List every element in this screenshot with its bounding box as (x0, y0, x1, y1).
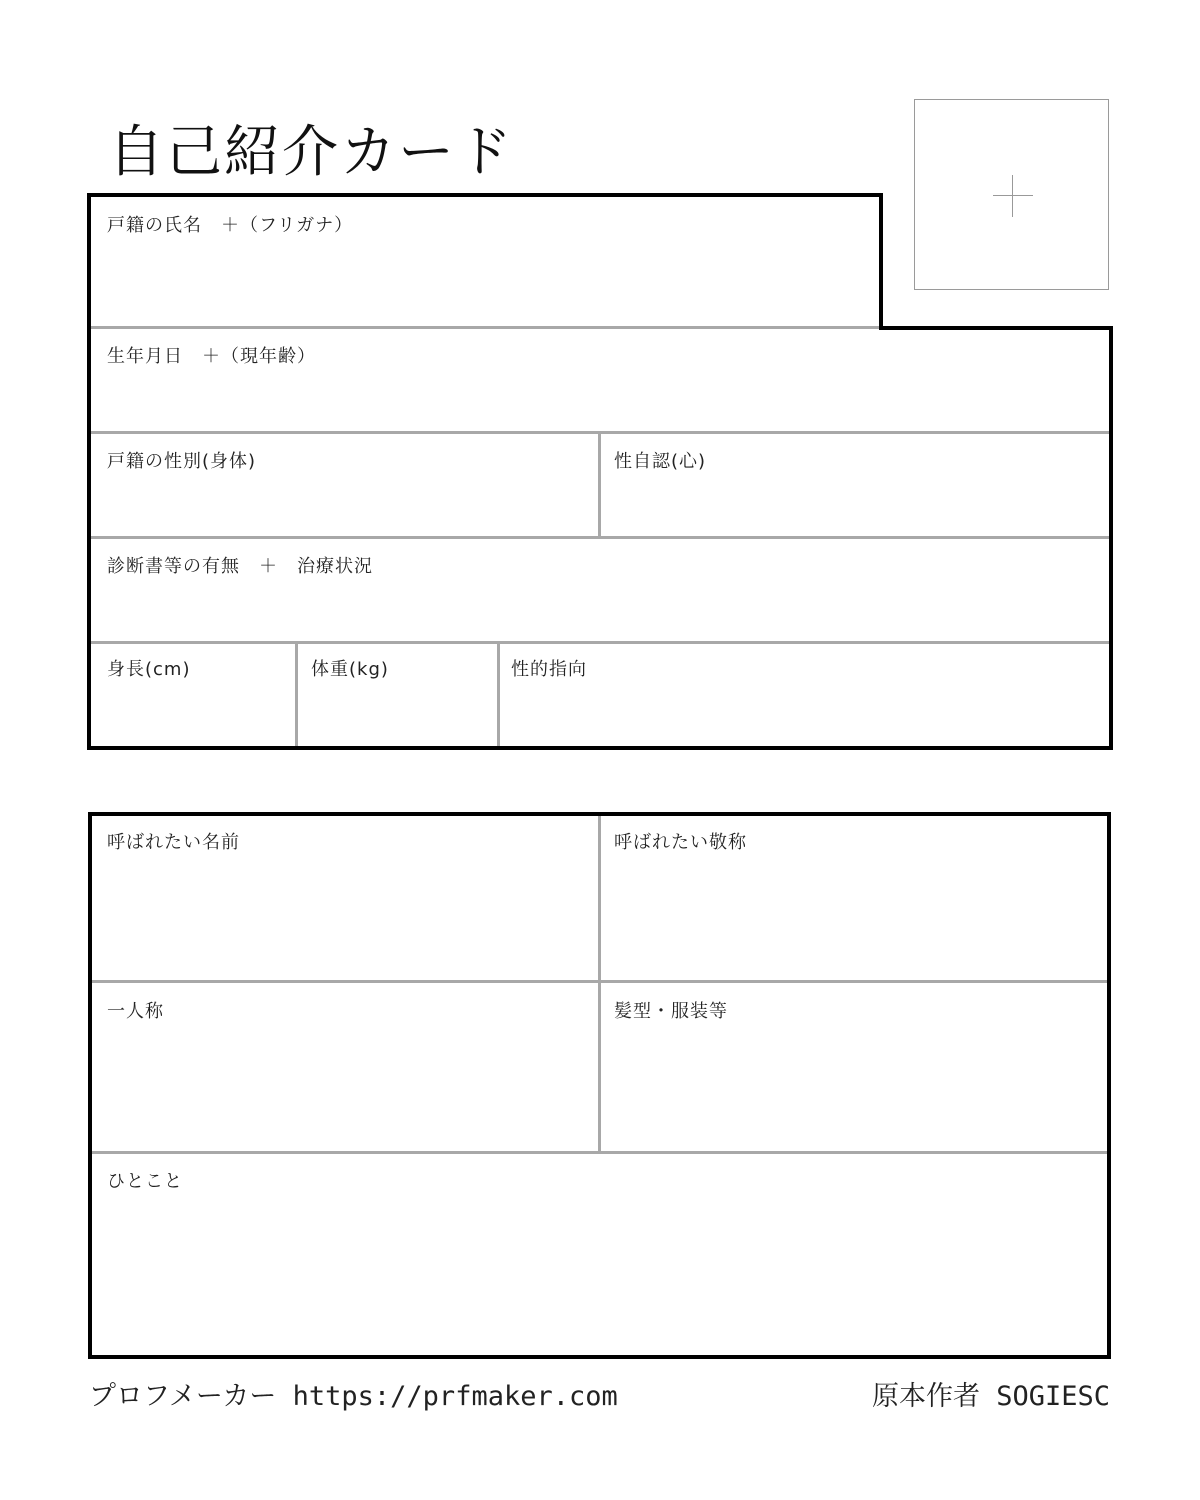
weight-label: 体重(kg) (311, 659, 389, 680)
sex-label: 戸籍の性別(身体) (107, 451, 257, 472)
author-credit: 原本作者 SOGIESC (871, 1381, 1110, 1412)
name-label: 戸籍の氏名 ＋（フリガナ） (107, 215, 354, 236)
border (879, 326, 1113, 330)
border (87, 193, 91, 750)
border (879, 193, 883, 330)
border (87, 193, 883, 197)
preferred-name-label: 呼ばれたい名前 (107, 832, 240, 853)
first-person-field[interactable] (92, 984, 598, 1152)
border (88, 812, 1111, 816)
divider (598, 433, 601, 538)
comment-field[interactable] (92, 1155, 1107, 1355)
divider (295, 643, 298, 746)
page-title: 自己紹介カード (108, 120, 514, 185)
border (1107, 812, 1111, 1359)
hair-clothes-label: 髪型・服装等 (614, 1001, 728, 1022)
preferred-honorific-label: 呼ばれたい敬称 (614, 832, 747, 853)
border (87, 746, 1113, 750)
height-label: 身長(cm) (107, 659, 191, 680)
diagnosis-label: 診断書等の有無 ＋ 治療状況 (107, 556, 373, 577)
divider (91, 641, 1110, 644)
border (1109, 326, 1113, 750)
photo-upload-box[interactable] (914, 99, 1109, 290)
orientation-field[interactable] (501, 645, 1109, 746)
divider (598, 816, 601, 1153)
divider (91, 326, 881, 329)
border (88, 1355, 1111, 1359)
maker-credit[interactable]: プロフメーカー https://prfmaker.com (89, 1381, 618, 1412)
orientation-label: 性的指向 (511, 659, 587, 680)
first-person-label: 一人称 (107, 1001, 164, 1022)
divider (497, 643, 500, 746)
birthdate-label: 生年月日 ＋（現年齢） (107, 346, 316, 367)
gender-identity-label: 性自認(心) (614, 451, 707, 472)
comment-label: ひとこと (107, 1171, 183, 1192)
border (88, 812, 92, 1359)
